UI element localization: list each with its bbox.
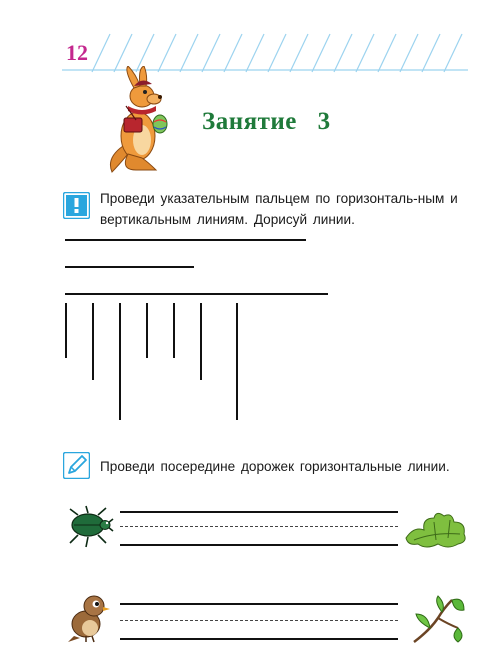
trace-line-vertical-6 — [200, 303, 202, 380]
trace-line-horizontal-2 — [65, 266, 194, 268]
track-2-middle-dashed-line — [120, 620, 398, 621]
pencil-icon — [63, 452, 90, 479]
guide-slant-line — [202, 34, 220, 72]
trace-line-vertical-7 — [236, 303, 238, 420]
track-1-middle-dashed-line — [120, 526, 398, 527]
track-2-bottom-line — [120, 638, 398, 640]
trace-line-vertical-2 — [92, 303, 94, 380]
kangaroo-illustration — [98, 66, 178, 176]
page-number: 12 — [66, 40, 88, 65]
guide-slant-line — [224, 34, 242, 72]
trace-line-horizontal-1 — [65, 239, 306, 241]
guide-slant-line — [268, 34, 286, 72]
guide-slant-line — [400, 34, 418, 72]
track-1-top-line — [120, 511, 398, 513]
trace-line-vertical-3 — [119, 303, 121, 420]
trace-line-horizontal-3 — [65, 293, 328, 295]
guide-slant-line — [334, 34, 352, 72]
guide-slant-line — [422, 34, 440, 72]
guide-slant-line — [290, 34, 308, 72]
leaves-illustration — [404, 508, 470, 550]
task-instruction-1: Проведи указательным пальцем по горизонталь-ным и вертикальным линиям. Дорисуй линии. — [100, 191, 458, 227]
guide-slant-line — [246, 34, 264, 72]
guide-slant-line — [356, 34, 374, 72]
trace-line-vertical-4 — [146, 303, 148, 358]
beetle-illustration — [64, 505, 114, 549]
guide-slant-line — [444, 34, 462, 72]
bird-illustration — [66, 592, 114, 644]
branch-illustration — [408, 594, 468, 646]
exclamation-icon — [63, 192, 90, 219]
guide-slant-line — [312, 34, 330, 72]
guide-slant-line — [378, 34, 396, 72]
track-1-bottom-line — [120, 544, 398, 546]
trace-line-vertical-1 — [65, 303, 67, 358]
guide-slant-line — [180, 34, 198, 72]
task-instruction-2: Проведи посередине дорожек горизонтальные линии. — [100, 459, 450, 474]
lesson-title: Занятие 3 — [202, 108, 331, 135]
track-2-top-line — [120, 603, 398, 605]
trace-line-vertical-5 — [173, 303, 175, 358]
